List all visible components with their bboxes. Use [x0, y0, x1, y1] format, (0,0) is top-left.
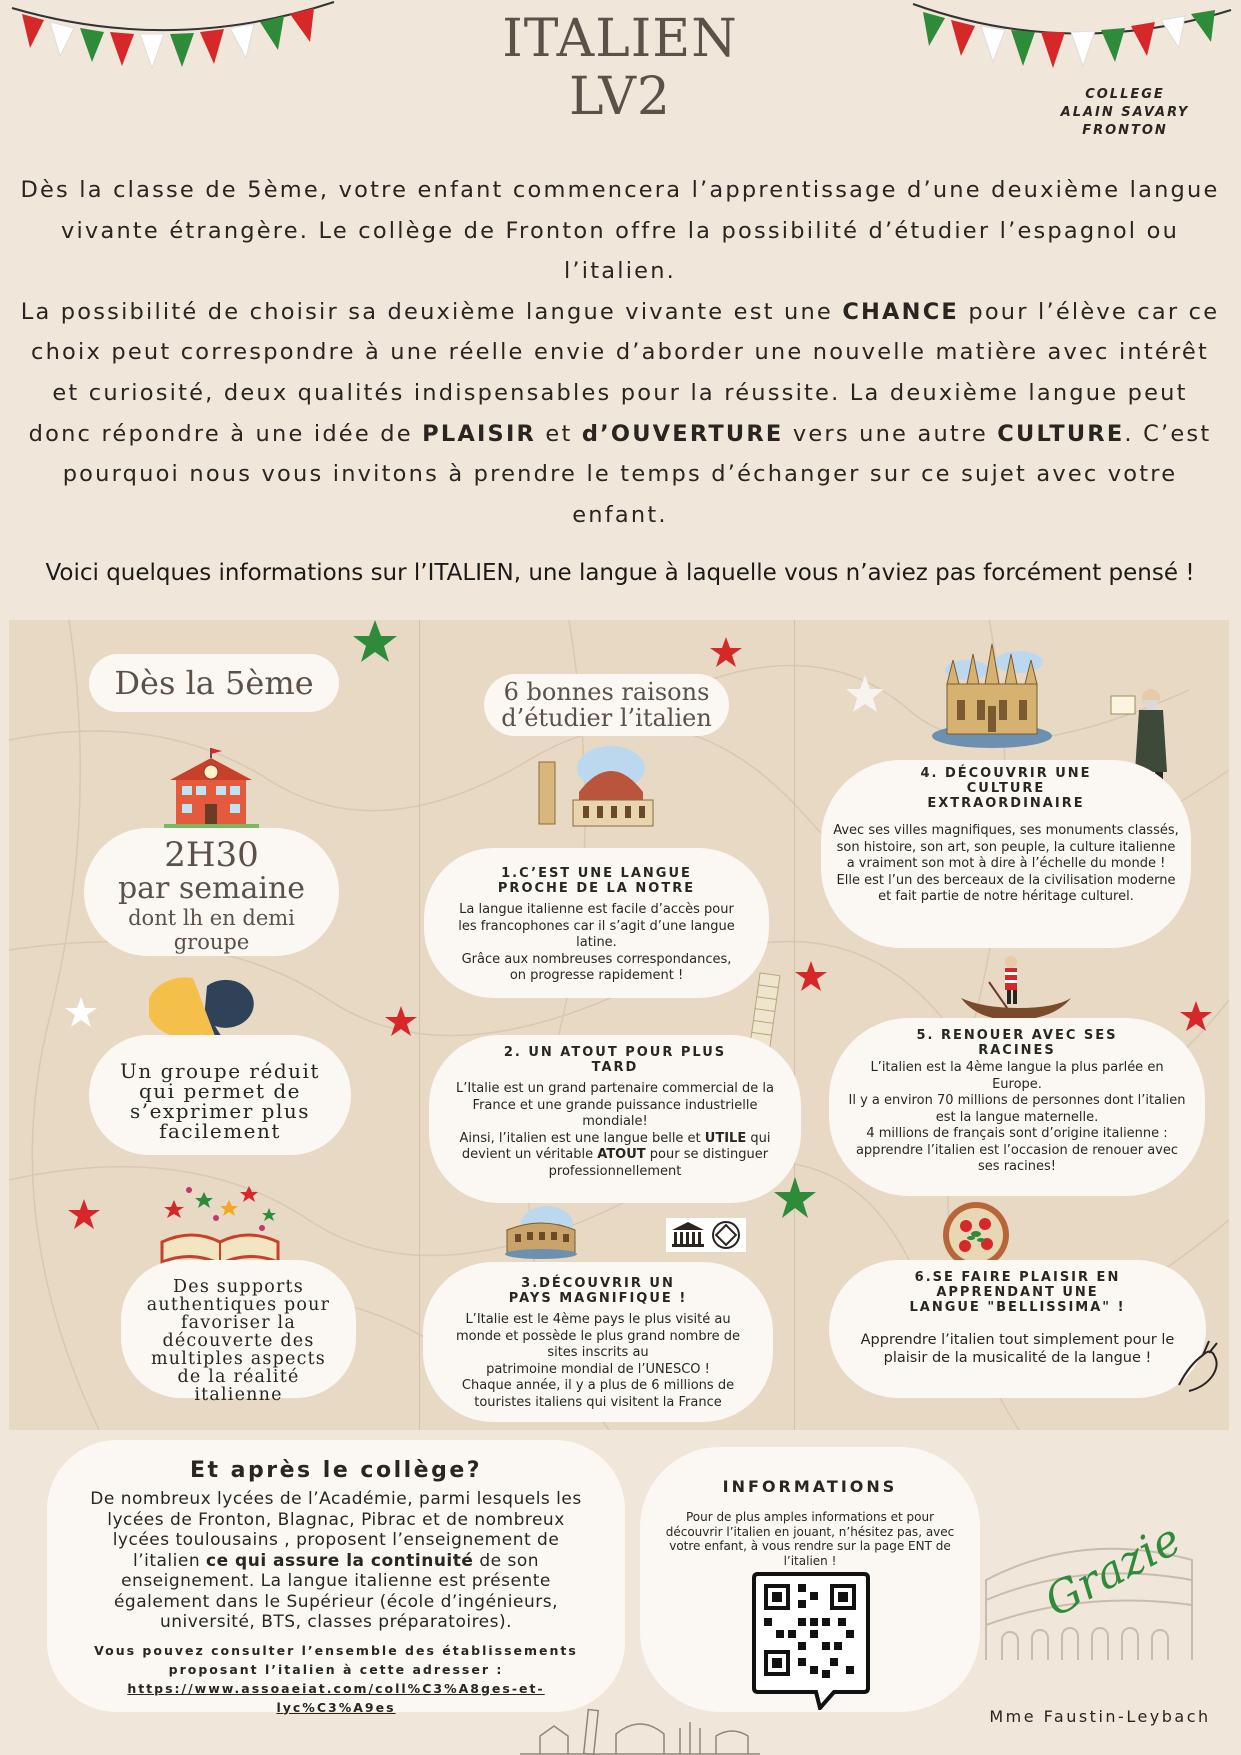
reason-4-text	[821, 823, 1191, 906]
star-icon	[709, 636, 743, 670]
hours-value: 2H30	[164, 835, 259, 875]
reason-1-text-part: La langue italienne est facile d’accès pour les francophones car il s’agit d’une langue latine.	[458, 902, 735, 950]
intro-paragraph-1: Dès la classe de 5ème, votre enfant commencera l’apprentissage d’une deuxième langue vivante étrangère. Le collège de Fronton offre la possibilité d’étudier l’espagnol ou l’italien.	[20, 177, 1220, 285]
information-title: INFORMATIONS	[722, 1477, 898, 1496]
florence-duomo-icon	[529, 740, 669, 830]
after-college-text	[47, 1489, 625, 1633]
hours-card	[84, 828, 339, 956]
reason-2-title-line: TARD	[591, 1060, 639, 1075]
intro-text-part: pour l’élève car ce choix peut correspondre à une réelle envie d’aborder une nouvelle matière avec intérêt et curiosité, deux qualités indispensables pour la réussite. La deuxième langue peut donc répondre à une idée de	[28, 298, 1220, 447]
after-college-note: Vous pouvez consulter l’ensemble des établissements proposant l’italien à cette adresser :	[94, 1642, 578, 1677]
italian-monuments-sketch-icon	[520, 1700, 760, 1755]
reason-5-title-line: 5. RENOUER AVEC SES	[916, 1028, 1118, 1043]
emphasis-utile: UTILE	[704, 1130, 747, 1146]
reason-4-card	[821, 760, 1191, 948]
after-college-text-part: De nombreux lycées de l’Académie, parmi lesquels les lycées de Fronton, Blagnac, Pibrac et de nombreux lycées toulousains , proposent l’enseignement de l’italien	[90, 1489, 582, 1571]
after-college-text-part: de son enseignement. La langue italienne est présente également dans le Supérieur (école d’ingénieurs, université, BTS, classes préparatoires).	[113, 1550, 559, 1632]
reason-5-text-part: 4 millions de français sont d’origine italienne : apprendre l’italien est l’occasion de renouer avec ses racines!	[855, 1126, 1179, 1174]
reason-2-text	[429, 1081, 801, 1180]
supports-text: Des supports authentiques pour favoriser la découverte des multiples aspects de la réalité italienne	[146, 1277, 331, 1405]
star-icon	[794, 960, 828, 994]
reason-5-text	[829, 1060, 1205, 1176]
milan-cathedral-icon	[927, 640, 1057, 750]
bunting-right-icon	[905, 0, 1235, 75]
reason-3-text	[423, 1312, 773, 1411]
intro-text	[20, 170, 1220, 535]
information-text: Pour de plus amples informations et pour découvrir l’italien en jouant, n’hésitez pas, avec votre enfant, à vous rendre sur la page ENT de l’italien !	[665, 1510, 955, 1568]
grazie-script: Grazie	[1036, 1513, 1190, 1628]
middle-heading-line-1: 6 bonnes raisons	[503, 678, 710, 706]
after-college-card	[47, 1440, 625, 1715]
schools-link[interactable]: https://www.assoaeiat.com/coll%C3%A8ges-et-lyc%C3%A9es	[127, 1680, 545, 1715]
reason-6-text: Apprendre l’italien tout simplement pour le plaisir de la musicalité de la langue !	[860, 1332, 1175, 1366]
reason-1-title-line: 1.C’EST UNE LANGUE	[501, 866, 692, 881]
intro-text-part: . C’est pourquoi nous vous invitons à prendre le temps d’échanger sur ce sujet avec votre enfant.	[62, 420, 1212, 528]
left-heading: Dès la 5ème	[89, 654, 339, 712]
reason-2-text-part: pour se distinguer professionnellement	[548, 1147, 769, 1179]
intro-paragraph-2	[20, 292, 1220, 536]
reason-1-title-line: PROCHE DE LA NOTRE	[497, 881, 696, 896]
group-card	[89, 1035, 351, 1155]
reason-5-text-part: Il y a environ 70 millions de personnes dont l’italien est la langue maternelle.	[848, 1093, 1186, 1125]
reason-6-title	[829, 1260, 1206, 1315]
reason-1-text-part: Grâce aux nombreuses correspondances, on progresse rapidement !	[461, 951, 732, 983]
italian-hand-gesture-icon	[1169, 1335, 1229, 1395]
emphasis-culture: CULTURE	[997, 420, 1125, 447]
reasons-panel	[9, 620, 1229, 1430]
reason-4-title-line: 4. DÉCOUVRIR UNE	[920, 766, 1092, 781]
reason-4-title-line: CULTURE	[966, 781, 1046, 796]
reason-1-text	[424, 902, 769, 985]
reason-4-title-line: EXTRAORDINAIRE	[927, 796, 1085, 811]
reason-4-title	[821, 760, 1191, 811]
reason-2-text-part: qui devient un véritable	[461, 1130, 771, 1162]
reason-3-text-part: Chaque année, il y a plus de 6 millions de touristes italiens qui visitent la France	[461, 1378, 735, 1410]
school-building-icon	[164, 748, 259, 828]
middle-heading	[484, 674, 729, 736]
open-book-icon	[154, 1180, 289, 1270]
emphasis-atout: ATOUT	[597, 1147, 646, 1162]
college-line-3: FRONTON	[1082, 123, 1168, 138]
qr-code-icon[interactable]	[750, 1570, 872, 1710]
emphasis-plaisir: PLAISIR	[422, 420, 537, 447]
reason-1-title	[424, 848, 769, 896]
after-college-title: Et après le collège?	[189, 1458, 483, 1483]
reason-2-title-line: 2. UN ATOUT POUR PLUS	[503, 1045, 727, 1060]
college-line-2: ALAIN SAVARY	[1060, 105, 1190, 120]
reason-5-title	[829, 1018, 1205, 1058]
reason-4-text-part: Avec ses villes magnifiques, ses monuments classés, son histoire, son art, son peuple, la culture italienne a vraiment son mot à dire à l’échelle du monde !	[833, 823, 1179, 871]
intro-text-part: et	[536, 420, 582, 447]
column-divider	[419, 620, 420, 1430]
colosseum-icon	[501, 1202, 581, 1260]
intro-voici: Voici quelques informations sur l’ITALIEN, une langue à laquelle vous n’aviez pas forcément pensé !	[45, 560, 1195, 586]
reason-2-title	[429, 1035, 801, 1075]
reason-6-title-line: APPRENDANT UNE	[936, 1285, 1099, 1300]
reason-3-card	[423, 1262, 773, 1422]
reason-3-title	[423, 1262, 773, 1306]
title-line-1: ITALIEN	[502, 9, 738, 69]
intro-text-part: vers une autre	[783, 420, 998, 447]
reason-3-title-line: 3.DÉCOUVRIR UN	[521, 1276, 675, 1291]
reason-6-title-line: 6.SE FAIRE PLAISIR EN	[914, 1270, 1121, 1285]
unesco-logo-icon	[666, 1218, 746, 1252]
reason-6-card	[829, 1260, 1206, 1398]
emphasis-chance: CHANCE	[842, 298, 959, 325]
emphasis-continuite: ce qui assure la continuité	[206, 1550, 474, 1571]
reason-5-title-line: RACINES	[978, 1043, 1056, 1058]
reason-5-text-part: L’italien est la 4ème langue la plus parlée en Europe.	[870, 1060, 1164, 1092]
reason-3-text-part: patrimoine mondial de l’UNESCO !	[486, 1361, 710, 1377]
page-title	[420, 10, 820, 126]
star-icon	[64, 996, 98, 1030]
star-icon	[67, 1198, 101, 1232]
emphasis-ouverture: d’OUVERTURE	[581, 420, 784, 447]
group-text: Un groupe réduit qui permet de s’exprimer plus facilement	[120, 1059, 320, 1143]
reason-3-text-part: L’Italie est le 4ème pays le plus visité au monde et possède le plus grand nombre de sites inscrits au	[455, 1312, 741, 1360]
college-line-1: COLLEGE	[1085, 87, 1165, 102]
reason-1-card	[424, 848, 769, 998]
reason-3-title-line: PAYS MAGNIFIQUE !	[508, 1291, 688, 1306]
reason-2-card	[429, 1035, 801, 1203]
author-name: Mme Faustin-Leybach	[989, 1707, 1211, 1726]
college-name	[1040, 86, 1210, 140]
reason-5-card	[829, 1018, 1205, 1196]
reason-2-text-part: L’Italie est un grand partenaire commercial de la France et une grande puissance industrielle mondiale!	[455, 1081, 774, 1129]
middle-heading-line-2: d’étudier l’italien	[501, 704, 712, 732]
star-icon	[351, 620, 399, 666]
star-icon	[845, 674, 885, 714]
bunting-left-icon	[8, 0, 338, 75]
title-line-2: LV2	[569, 67, 671, 127]
column-divider	[794, 620, 795, 1430]
supports-card	[121, 1260, 356, 1405]
hours-detail: dont lh en demi groupe	[128, 906, 295, 954]
reason-4-text-part: Elle est l’un des berceaux de la civilisation moderne et fait partie de notre héritage culturel.	[836, 872, 1176, 904]
reason-2-text-part: Ainsi, l’italien est une langue belle et	[459, 1130, 705, 1146]
reason-6-title-line: LANGUE "BELLISSIMA" !	[909, 1300, 1126, 1315]
intro-text-part: La possibilité de choisir sa deuxième langue vivante est une	[20, 298, 843, 325]
hours-unit: par semaine	[117, 871, 306, 906]
star-icon	[384, 1005, 418, 1039]
